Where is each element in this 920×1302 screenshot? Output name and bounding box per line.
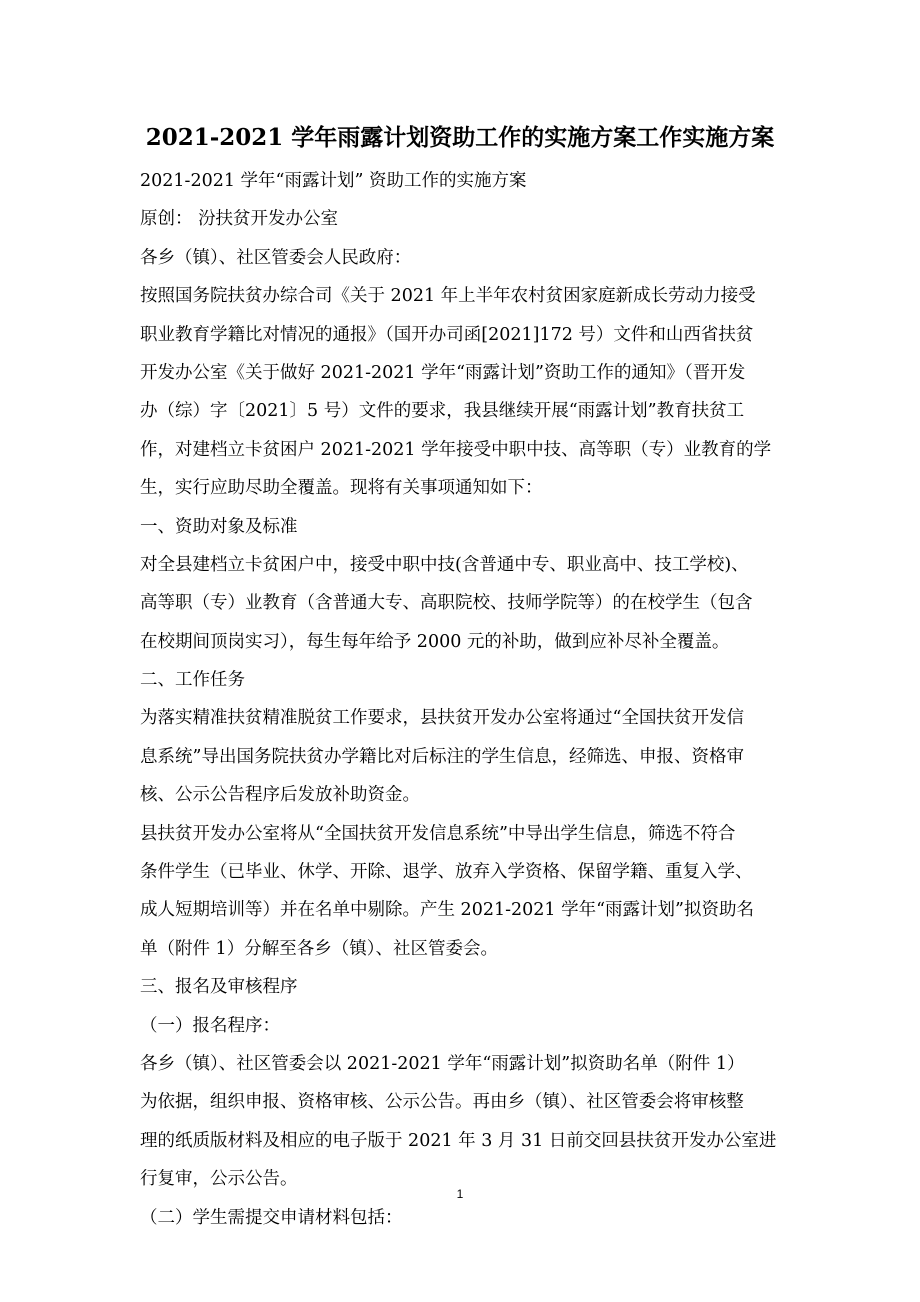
text-line: 在校期间顶岗实习），每生每年给予 2000 元的补助，做到应补尽补全覆盖。 — [140, 631, 730, 652]
text-line: 开发办公室《关于做好 2021-2021 学年“雨露计划”资助工作的通知》（晋开发 — [140, 362, 746, 383]
text-line: 各乡（镇）、社区管委会人民政府： — [140, 247, 412, 268]
text-line: 条件学生（已毕业、休学、开除、退学、放弃入学资格、保留学籍、重复入学、 — [140, 862, 753, 883]
text-line: 2021-2021 学年“雨露计划” 资助工作的实施方案 — [140, 171, 527, 191]
text-line: 按照国务院扶贫办综合司《关于 2021 年上半年农村贫困家庭新成长劳动力接受 — [140, 286, 756, 307]
section-heading: 二、工作任务 — [140, 670, 245, 691]
text-line: 作，对建档立卡贫困户 2021-2021 学年接受中职中技、高等职（专）业教育的学 — [140, 439, 772, 460]
text-line: 原创： 汾扶贫开发办公室 — [140, 209, 339, 230]
text-line: 行复审，公示公告。 — [140, 1169, 298, 1190]
text-line: 为依据，组织申报、资格审核、公示公告。再由乡（镇）、社区管委会将审核整 — [140, 1092, 744, 1113]
text-line: 职业教育学籍比对情况的通报》（国开办司函[2021]172 号）文件和山西省扶贫 — [140, 324, 754, 345]
text-line: 县扶贫开发办公室将从“全国扶贫开发信息系统”中导出学生信息，筛选不符合 — [140, 823, 736, 844]
text-line: 单（附件 1）分解至各乡（镇）、社区管委会。 — [140, 938, 498, 959]
text-line: 理的纸质版材料及相应的电子版于 2021 年 3 月 31 日前交回县扶贫开发办公室进 — [140, 1130, 777, 1151]
text-line: 成人短期培训等）并在名单中剔除。产生 2021-2021 学年“雨露计划”拟资助名 — [140, 900, 755, 921]
text-line: 各乡（镇）、社区管委会以 2021-2021 学年“雨露计划”拟资助名单（附件 1） — [140, 1053, 745, 1074]
subsection-heading: （一）报名程序： — [140, 1015, 280, 1036]
page-number: 1 — [456, 1187, 464, 1201]
text-line: 对全县建档立卡贫困户中，接受中职中技(含普通中专、职业高中、技工学校)、 — [140, 554, 749, 575]
text-line: 核、公示公告程序后发放补助资金。 — [140, 785, 420, 806]
text-line: 息系统”导出国务院扶贫办学籍比对后标注的学生信息，经筛选、申报、资格审 — [140, 746, 744, 767]
text-line: 办（综）字〔2021〕5 号）文件的要求，我县继续开展“雨露计划”教育扶贫工 — [140, 401, 745, 422]
text-line: 为落实精准扶贫精准脱贫工作要求，县扶贫开发办公室将通过“全国扶贫开发信 — [140, 708, 744, 729]
text-line: 高等职（专）业教育（含普通大专、高职院校、技师学院等）的在校学生（包含 — [140, 593, 753, 614]
subsection-heading: （二）学生需提交申请材料包括： — [140, 1207, 403, 1228]
text-line: 生，实行应助尽助全覆盖。现将有关事项通知如下： — [140, 478, 543, 499]
section-heading: 三、报名及审核程序 — [140, 977, 298, 998]
document-title: 2021-2021 学年雨露计划资助工作的实施方案工作实施方案 — [145, 124, 775, 151]
document-body — [140, 162, 800, 1237]
section-heading: 一、资助对象及标准 — [140, 516, 298, 537]
